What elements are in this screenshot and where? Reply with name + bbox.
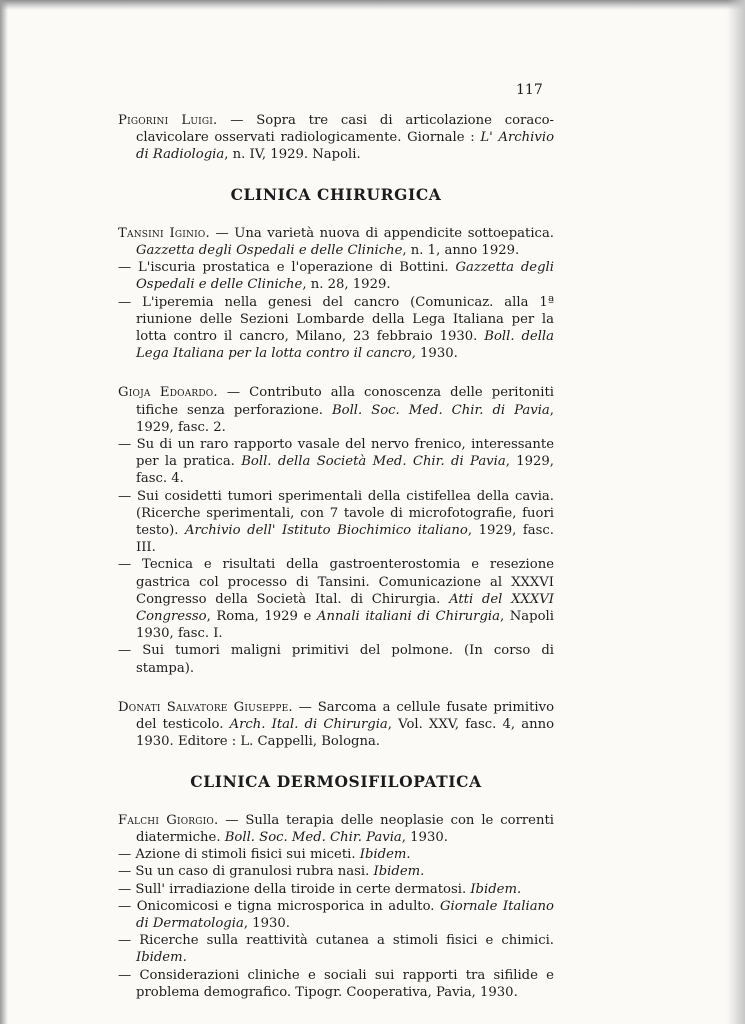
author-name: Donati Salvatore Giuseppe. (118, 699, 293, 715)
entry-tansini-3: — L'iperemia nella genesi del cancro (Comunicaz. alla 1ª riunione delle Sezioni Lombarde della Lega Italiana per la lotta contro il cancro, Milano, 23 febbraio 1930. Boll. della Lega Italiana per la lotta contro il cancro, 1930. (118, 294, 554, 362)
section-title-clinica-chirurgica: CLINICA CHIRURGICA (230, 184, 442, 204)
entry-gioja-4: — Tecnica e risultati della gastroenterostomia e resezione gastrica col processo di Tansini. Comunicazione al XXXVI Congresso della Società Ital. di Chirurgia. Atti del XXXVI Congresso, Roma, 1929 e Annali italiani di Chirurgia, Napoli 1930, fasc. I. (118, 557, 555, 642)
entry-falchi-6: — Ricerche sulla reattività cutanea a stimoli fisici e chimici. Ibidem. (118, 933, 554, 966)
scan-edge-right (727, 0, 745, 1024)
page-number: 117 (516, 82, 543, 98)
entry-falchi-3: — Su un caso di granulosi rubra nasi. Ibidem. (118, 864, 425, 880)
entry-falchi-5: — Onicomicosi e tigna microsporica in adulto. Giornale Italiano di Dermatologia, 1930. (118, 898, 554, 931)
entry-gioja-3: — Sui cosidetti tumori sperimentali della cistifellea della cavia. (Ricerche sperimentali, con 7 tavole di microfotografie, fuori testo). Archivio dell' Istituto Biochimico italiano, 1929, fasc. III. (118, 488, 554, 556)
entry-gioja-5: — Sui tumori maligni primitivi del polmone. (In corso di stampa). (118, 643, 554, 676)
entry-tansini-2: — L'iscuria prostatica e l'operazione di Bottini. Gazzetta degli Ospedali e delle Cliniche, n. 28, 1929. (118, 260, 554, 293)
entry-falchi-1: Falchi Giorgio. — Sulla terapia delle neoplasie con le correnti diatermiche. Boll. Soc. Med. Chir. Pavia, 1930. (118, 812, 554, 845)
entry-gioja-1: Gioja Edoardo. — Contributo alla conoscenza delle peritoniti tifiche senza perforazione. Boll. Soc. Med. Chir. di Pavia, 1929, fasc. 2. (118, 385, 554, 435)
entry-falchi-7: — Considerazioni cliniche e sociali sui rapporti tra sifilide e problema demografico. Tipogr. Cooperativa, Pavia, 1930. (118, 967, 554, 1000)
author-name: Tansini Iginio. (118, 225, 210, 241)
scan-edge-top (0, 0, 745, 10)
author-name: Gioja Edoardo. (118, 385, 218, 401)
entry-tansini-1: Tansini Iginio. — Una varietà nuova di appendicite sottoepatica. Gazzetta degli Ospedali e delle Cliniche, n. 1, anno 1929. (118, 225, 555, 259)
entry-falchi-4: — Sull' irradiazione della tiroide in certe dermatosi. Ibidem. (118, 881, 522, 897)
author-name: Pigorini Luigi. (118, 113, 218, 128)
bibliography-content (118, 112, 554, 1001)
entry-donati: Donati Salvatore Giuseppe. — Sarcoma a cellule fusate primitivo del testicolo. Arch. Ital. di Chirurgia, Vol. XXV, fasc. 4, anno 1930. Editore : L. Cappelli, Bologna. (118, 699, 555, 750)
section-title-clinica-dermosifilopatica: CLINICA DERMOSIFILOPATICA (190, 771, 482, 791)
author-name: Falchi Giorgio. (118, 812, 219, 828)
entry-gioja-2: — Su di un raro rapporto vasale del nervo frenico, interessante per la pratica. Boll. della Società Med. Chir. di Pavia, 1929, fasc. 4. (118, 437, 555, 487)
scan-edge-left (0, 0, 8, 1024)
entry-pigorini: Pigorini Luigi. — Sopra tre casi di articolazione coraco-clavicolare osservati radiologicamente. Giornale : L' Archivio di Radiologia, n. IV, 1929. Napoli. (118, 113, 555, 163)
entry-falchi-2: — Azione di stimoli fisici sui miceti. Ibidem. (118, 847, 411, 863)
